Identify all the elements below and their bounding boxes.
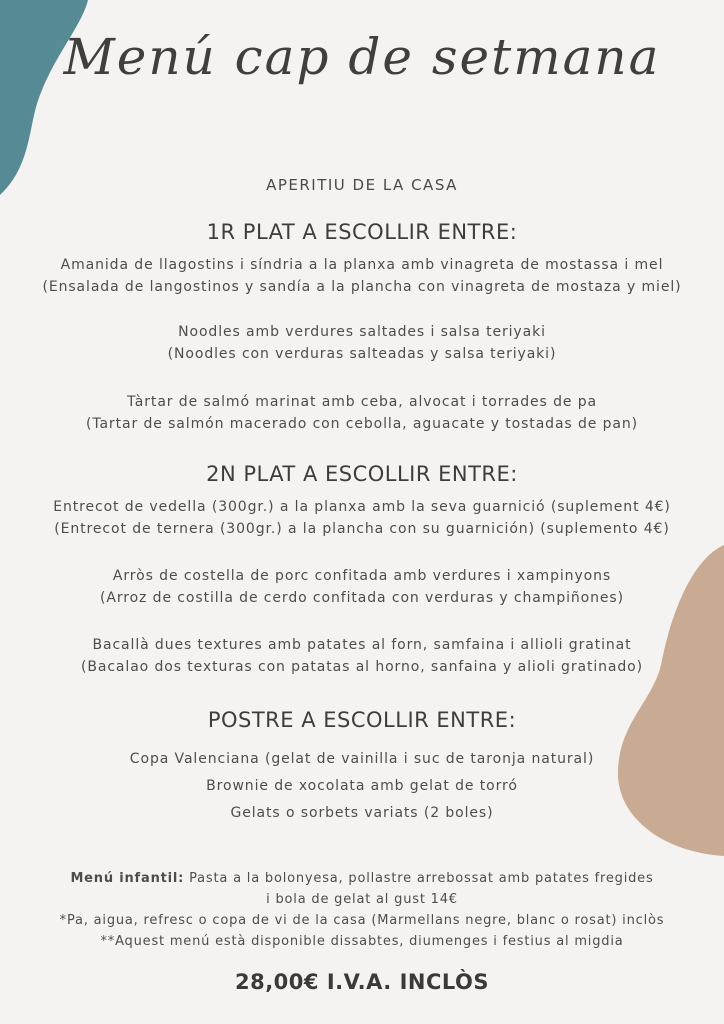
dessert-heading: POSTRE A ESCOLLIR ENTRE:	[207, 708, 517, 732]
drinks-note: *Pa, aigua, refresc o copa de vi de la casa (Marmellans negre, blanc o rosat) inclòs	[59, 913, 665, 928]
kids-menu-line	[0, 871, 724, 886]
menu-price: 28,00€ I.V.A. INCLÒS	[234, 970, 489, 994]
dish-spanish: (Noodles con verduras salteadas y salsa teriyaki)	[167, 346, 557, 362]
kids-menu-text-continued: i bola de gelat al gust 14€	[266, 892, 458, 907]
aperitiu-text: APERITIU DE LA CASA	[266, 176, 458, 194]
dessert-item: Copa Valenciana (gelat de vainilla i suc de taronja natural)	[129, 751, 595, 767]
dish-spanish: (Arroz de costilla de cerdo confitada con verduras y champiñones)	[100, 590, 624, 606]
dish-catalan: Arròs de costella de porc confitada amb verdures i xampinyons	[112, 568, 612, 584]
dish-spanish: (Tartar de salmón macerado con cebolla, aguacate y tostadas de pan)	[85, 416, 639, 432]
dish-spanish: (Entrecot de ternera (300gr.) a la plancha con su guarnición) (suplemento 4€)	[54, 521, 670, 537]
dish-catalan: Noodles amb verdures saltades i salsa teriyaki	[178, 324, 546, 340]
second-course-heading: 2N PLAT A ESCOLLIR ENTRE:	[206, 462, 518, 486]
dish-catalan: Bacallà dues textures amb patates al forn, samfaina i allioli gratinat	[92, 637, 632, 653]
menu-title: Menú cap de setmana	[63, 28, 661, 86]
dish-catalan: Amanida de llagostins i síndria a la planxa amb vinagreta de mostassa i mel	[60, 257, 664, 273]
kids-menu-label: Menú infantil:	[70, 871, 185, 886]
dish-catalan: Tàrtar de salmó marinat amb ceba, alvocat i torrades de pa	[126, 394, 597, 410]
dish-spanish: (Bacalao dos texturas con patatas al horno, sanfaina y alioli gratinado)	[80, 659, 644, 675]
first-course-heading: 1R PLAT A ESCOLLIR ENTRE:	[206, 220, 518, 244]
availability-note: **Aquest menú està disponible dissabtes, diumenges i festius al migdia	[100, 934, 624, 949]
dish-spanish: (Ensalada de langostinos y sandía a la plancha con vinagreta de mostaza y miel)	[42, 279, 682, 295]
dessert-item: Gelats o sorbets variats (2 boles)	[230, 805, 494, 821]
dish-catalan: Entrecot de vedella (300gr.) a la planxa amb la seva guarnició (suplement 4€)	[53, 499, 671, 515]
dessert-item: Brownie de xocolata amb gelat de torró	[206, 778, 518, 794]
kids-menu-text: Pasta a la bolonyesa, pollastre arrebossat amb patates fregides	[184, 871, 654, 886]
